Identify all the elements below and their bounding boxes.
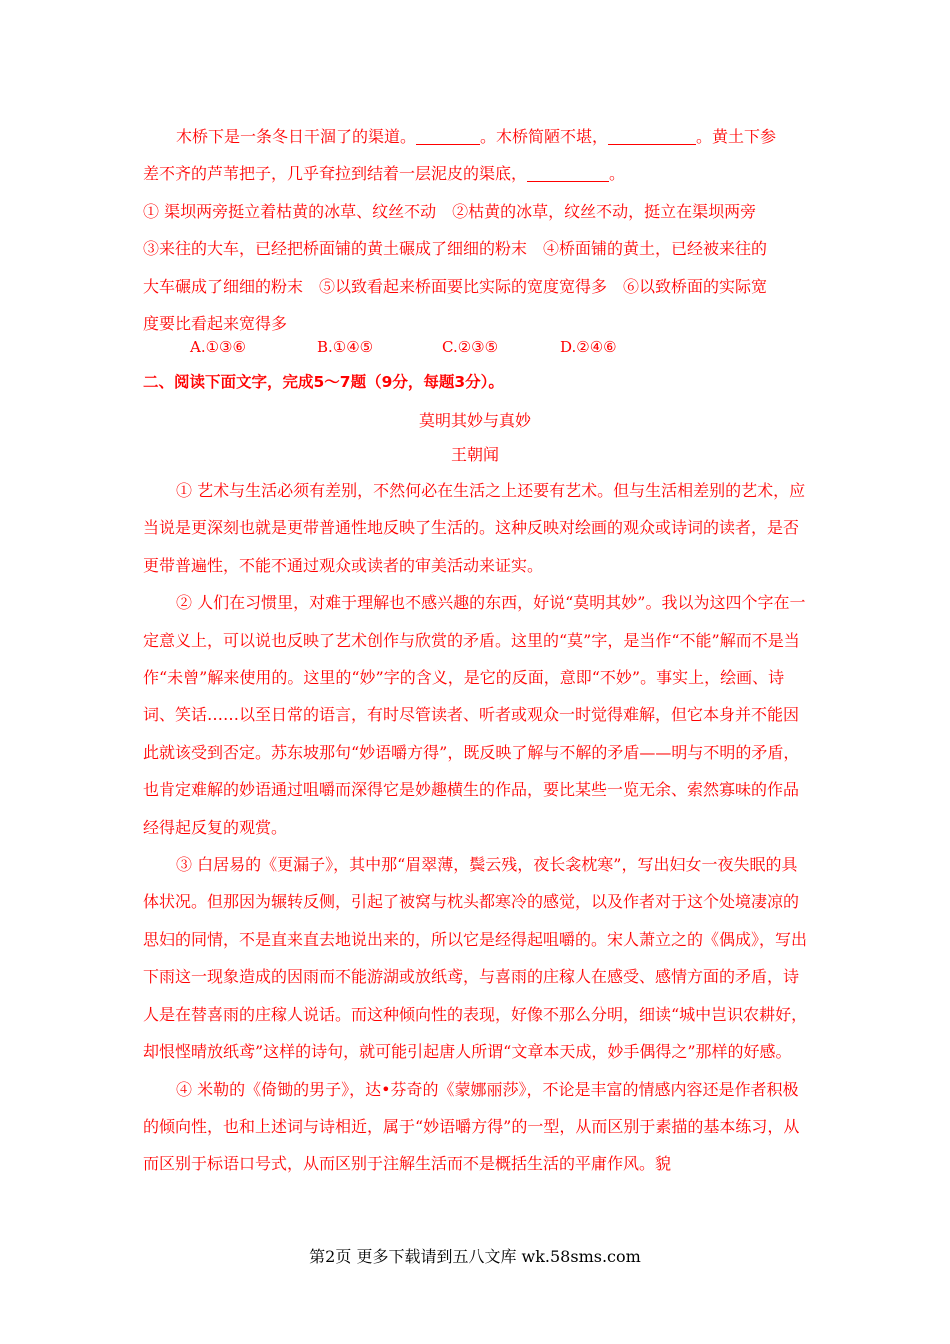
- text-segment: 木桥下是一条冬日干涸了的渠道。: [176, 127, 417, 146]
- text-segment: 。: [609, 164, 626, 184]
- text-segment: 。黄土下参: [696, 127, 777, 146]
- answer-blank-1: [416, 128, 480, 145]
- paragraph-2: ② 人们在习惯里，对难于理解也不感兴趣的东西，好说“莫明其妙”。我以为这四个字在一定意义上，可以说也反映了艺术创作与欣赏的矛盾。这里的“莫”字，是当作“不能”解而不是当作“未曾”解来使用的。这里的“妙”字的含义，是它的反面，意即“不妙”。事实上，绘画、诗词、笑话……以至日常的语言，有时尽管读者、听者或观众一时觉得难解，但它本身并不能因此就该受到否定。苏东坡那句“妙语嚼方得”，既反映了解与不解的矛盾——明与不明的矛盾，也肯定难解的妙语通过咀嚼而深得它是妙趣横生的作品，要比某些一览无余、索然寡味的作品经得起反复的观赏。: [143, 593, 806, 837]
- text-segment: 。木桥简陋不堪，: [480, 127, 609, 146]
- article-body: [143, 472, 813, 1183]
- paragraph-4: ④ 米勒的《倚锄的男子》，达•芬奇的《蒙娜丽莎》，不论是丰富的情感内容还是作者积极的倾向性，也和上述词与诗相近，属于“妙语嚼方得”的一型，从而区别于素描的基本练习，从而区别于标语口号式，从而区别于注解生活而不是概括生活的平庸作风。貌: [143, 1079, 800, 1174]
- paragraph-3: ③ 白居易的《更漏子》，其中那“眉翠薄，鬓云残，夜长衾枕寒”，写出妇女一夜失眠的具体状况。但那因为辗转反侧，引起了被窝与枕头都寒冷的感觉，以及作者对于这个处境凄凉的思妇的同情，不是直来直去地说出来的，所以它是经得起咀嚼的。宋人萧立之的《偶成》，写出下雨这一现象造成的因雨而不能游湖或放纸鸢，与喜雨的庄稼人在感受、感情方面的矛盾，诗人是在替喜雨的庄稼人说话。而这种倾向性的表现，好像不那么分明，细读“城中岂识农耕好，却恨悭晴放纸鸢”这样的诗句，就可能引起唐人所谓“文章本天成，妙手偶得之”那样的好感。: [143, 855, 808, 1062]
- choice-a: A.①③⑥: [190, 338, 246, 356]
- choice-c: C.②③⑤: [442, 338, 499, 356]
- text-segment: 差不齐的芦苇把子，几乎耷拉到结着一层泥皮的渠底，: [143, 164, 528, 184]
- answer-choices: [190, 338, 790, 356]
- choice-d: D.②④⑥: [560, 338, 617, 356]
- answer-blank-2: [608, 128, 696, 145]
- options-line-2: ③来往的大车，已经把桥面铺的黄土碾成了细细的粉末 ④桥面铺的黄土，已经被来往的: [143, 239, 768, 259]
- options-line-3: 大车碾成了细细的粉末 ⑤以致看起来桥面要比实际的宽度宽得多 ⑥以致桥面的实际宽: [143, 276, 768, 296]
- article-author: 王朝闻: [450, 445, 499, 464]
- section-heading: 二、阅读下面文字，完成5～7题（9分，每题3分）。: [143, 373, 504, 391]
- question-text-line-2: [143, 155, 813, 192]
- options-line-1: ① 渠坝两旁挺立着枯黄的冰草、纹丝不动 ②枯黄的冰草，纹丝不动，挺立在渠坝两旁: [143, 201, 757, 221]
- answer-blank-3: [527, 165, 609, 182]
- page-footer: 第2页 更多下载请到五八文库 wk.58sms.com: [309, 1247, 641, 1266]
- sentence-fill-question: [143, 118, 813, 342]
- article-title: 莫明其妙与真妙: [418, 411, 531, 430]
- options-line-4: 度要比看起来宽得多: [143, 314, 288, 334]
- choice-b: B.①④⑤: [317, 338, 374, 356]
- paragraph-1: ① 艺术与生活必须有差别，不然何必在生活之上还要有艺术。但与生活相差别的艺术，应当说是更深刻也就是更带普通性地反映了生活的。这种反映对绘画的观众或诗词的读者，是否更带普遍性，不能不通过观众或读者的审美活动来证实。: [143, 481, 806, 575]
- question-text-line-1: [143, 118, 813, 155]
